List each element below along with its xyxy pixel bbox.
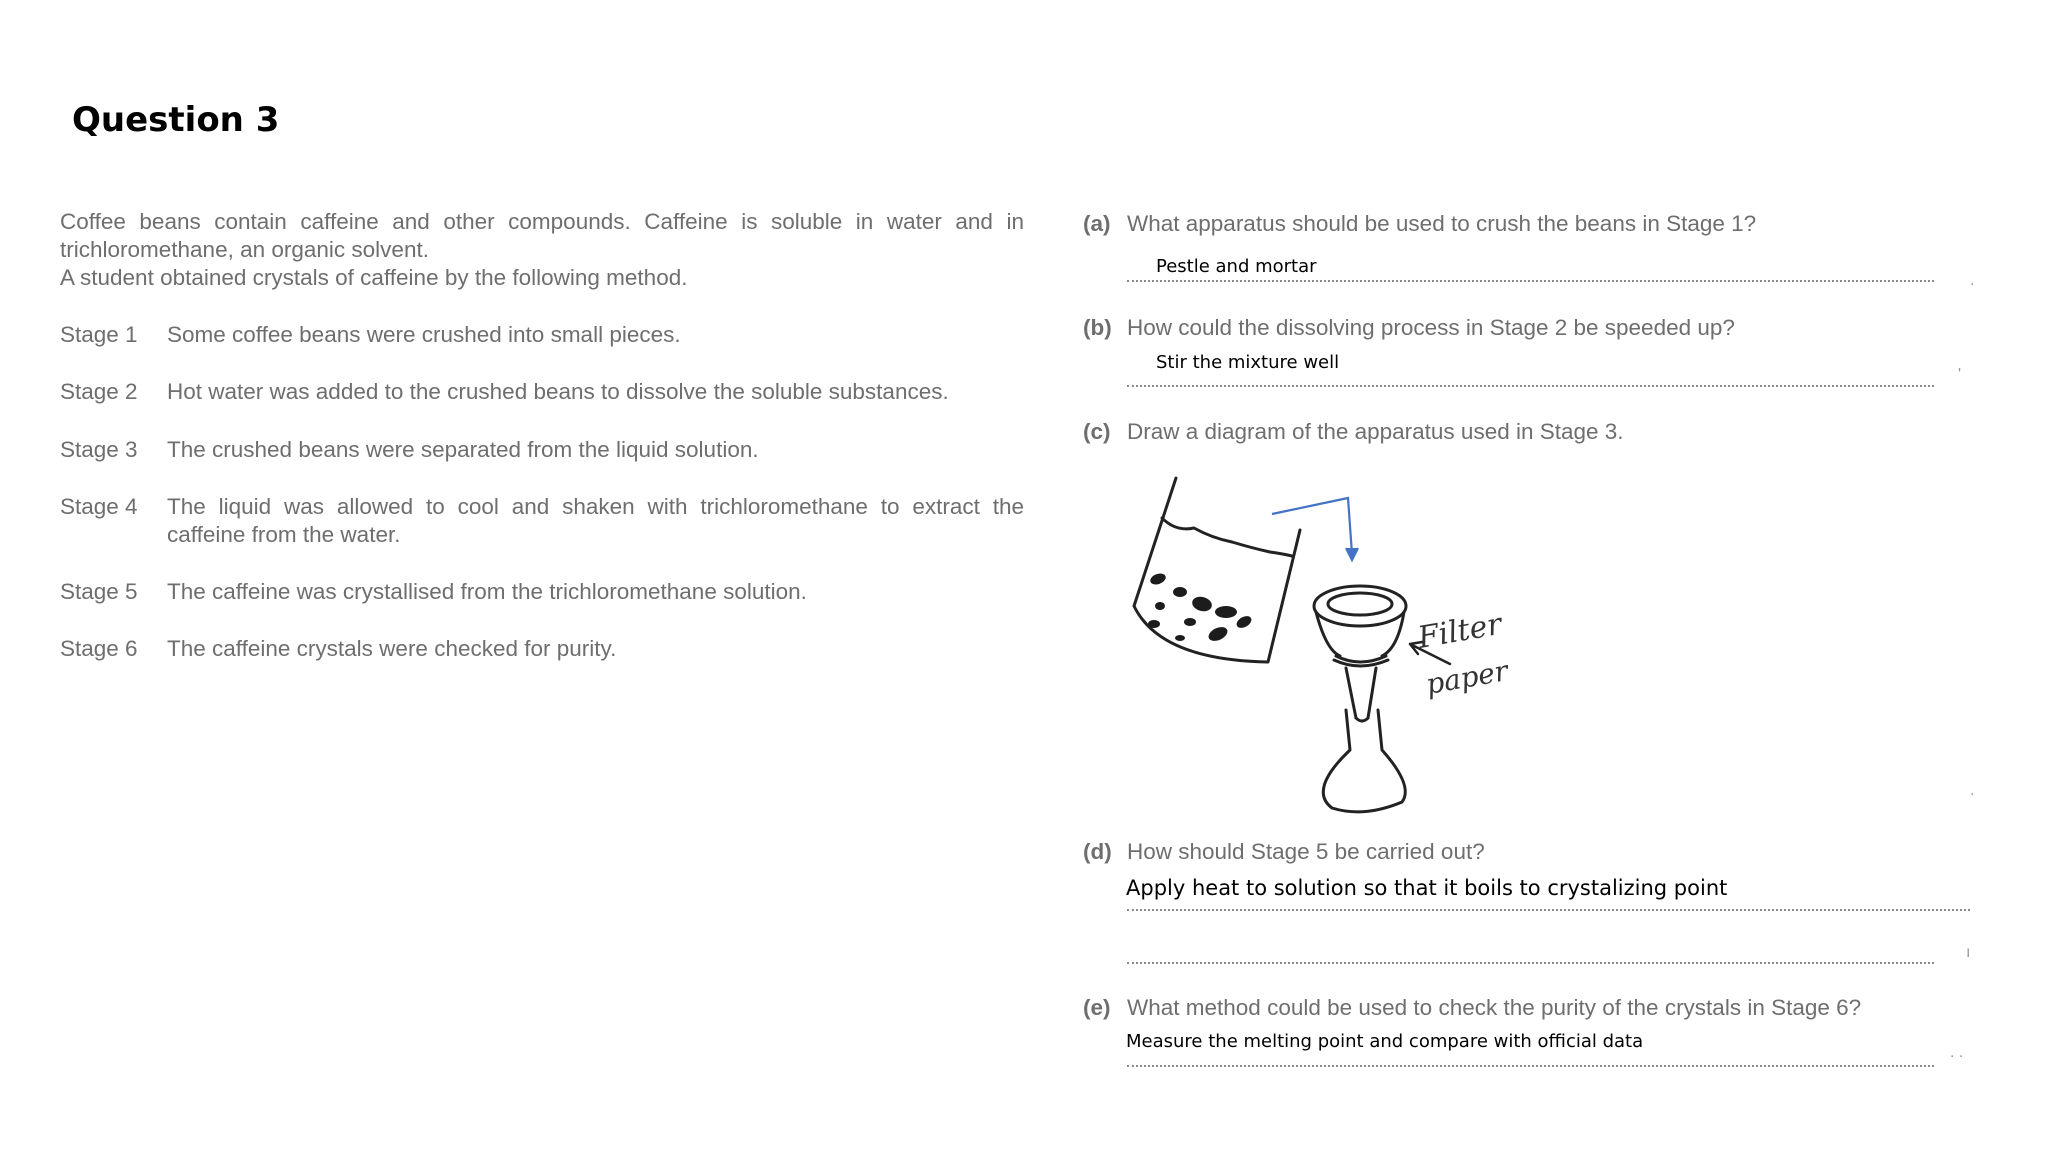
conical-flask (1323, 710, 1405, 812)
margin-mark: . (1970, 272, 1975, 289)
paper-label: paper (1423, 654, 1511, 701)
stage-4 (60, 493, 1024, 549)
answer-b[interactable]: Stir the mixture well (1156, 352, 1340, 373)
answer-line-d-1 (1127, 909, 1970, 911)
question-e (1083, 994, 1861, 1022)
question-text: What method could be used to check the purity of the crystals in Stage 6? (1127, 995, 1862, 1020)
pouring-arrow (1272, 498, 1358, 560)
filter-label: Filter (1415, 606, 1505, 656)
stage-label: Stage 1 (60, 322, 138, 347)
intro-paragraph (60, 208, 1024, 292)
stage-text: Some coffee beans were crushed into small pieces. (167, 322, 681, 347)
margin-mark: . . (1950, 1044, 1964, 1061)
stage-label: Stage 3 (60, 437, 138, 462)
answer-line-d-2 (1127, 962, 1934, 964)
question-letter: (d) (1083, 839, 1112, 864)
stage-text: The crushed beans were separated from the liquid solution. (167, 437, 759, 462)
margin-mark: . (1970, 782, 1975, 799)
stage-text: The caffeine was crystallised from the trichloromethane solution. (167, 579, 807, 604)
stage-5 (60, 578, 1024, 606)
stage-label: Stage 6 (60, 636, 138, 661)
stage-1 (60, 321, 1024, 349)
funnel-inner-rim (1328, 593, 1392, 615)
question-b (1083, 314, 1735, 342)
question-text: Draw a diagram of the apparatus used in Stage 3. (1127, 419, 1624, 444)
margin-mark: ı (1966, 944, 1971, 961)
stage-text: The caffeine crystals were checked for purity. (167, 636, 617, 661)
answer-line-b (1127, 385, 1934, 387)
question-text: What apparatus should be used to crush the beans in Stage 1? (1127, 211, 1757, 236)
filter-paper-band (1334, 656, 1388, 666)
funnel-stem (1346, 668, 1376, 718)
stage-label: Stage 5 (60, 579, 138, 604)
intro-line-2: trichloromethane, an organic solvent. (60, 237, 429, 262)
stage-3 (60, 436, 1024, 464)
stage-label: Stage 4 (60, 494, 138, 519)
intro-line-3: A student obtained crystals of caffeine by the following method. (60, 265, 688, 290)
answer-a[interactable]: Pestle and mortar (1156, 256, 1317, 277)
question-title: Question 3 (72, 100, 280, 140)
question-letter: (a) (1083, 211, 1111, 236)
question-letter: (c) (1083, 419, 1111, 444)
question-text: How could the dissolving process in Stage 2 be speeded up? (1127, 315, 1735, 340)
stage-text (167, 493, 1024, 549)
question-text: How should Stage 5 be carried out? (1127, 839, 1485, 864)
liquid-surface (1162, 518, 1292, 556)
funnel-cone (1316, 612, 1404, 656)
stage-label: Stage 2 (60, 379, 138, 404)
funnel-tip (1356, 718, 1368, 721)
bean-pieces (1148, 572, 1253, 644)
answer-line-e (1127, 1065, 1934, 1067)
question-d (1083, 838, 1485, 866)
stage-6 (60, 635, 1024, 663)
question-c (1083, 418, 1624, 446)
intro-line-1: Coffee beans contain caffeine and other compounds. Caffeine is soluble in water and in (60, 209, 1024, 234)
stage-text-line-1: The liquid was allowed to cool and shaken with trichloromethane to extract the (167, 494, 1024, 519)
question-letter: (e) (1083, 995, 1111, 1020)
filtration-diagram (1120, 472, 1520, 832)
question-letter: (b) (1083, 315, 1112, 340)
stage-text: Hot water was added to the crushed beans to dissolve the soluble substances. (167, 379, 949, 404)
answer-line-a (1127, 280, 1934, 282)
question-a (1083, 210, 1756, 238)
margin-mark: ' (1958, 366, 1962, 383)
stage-2 (60, 378, 1024, 406)
answer-e[interactable]: Measure the melting point and compare with official data (1126, 1031, 1644, 1052)
answer-d[interactable]: Apply heat to solution so that it boils to crystalizing point (1126, 876, 1728, 900)
stage-text-line-2: caffeine from the water. (167, 522, 401, 547)
